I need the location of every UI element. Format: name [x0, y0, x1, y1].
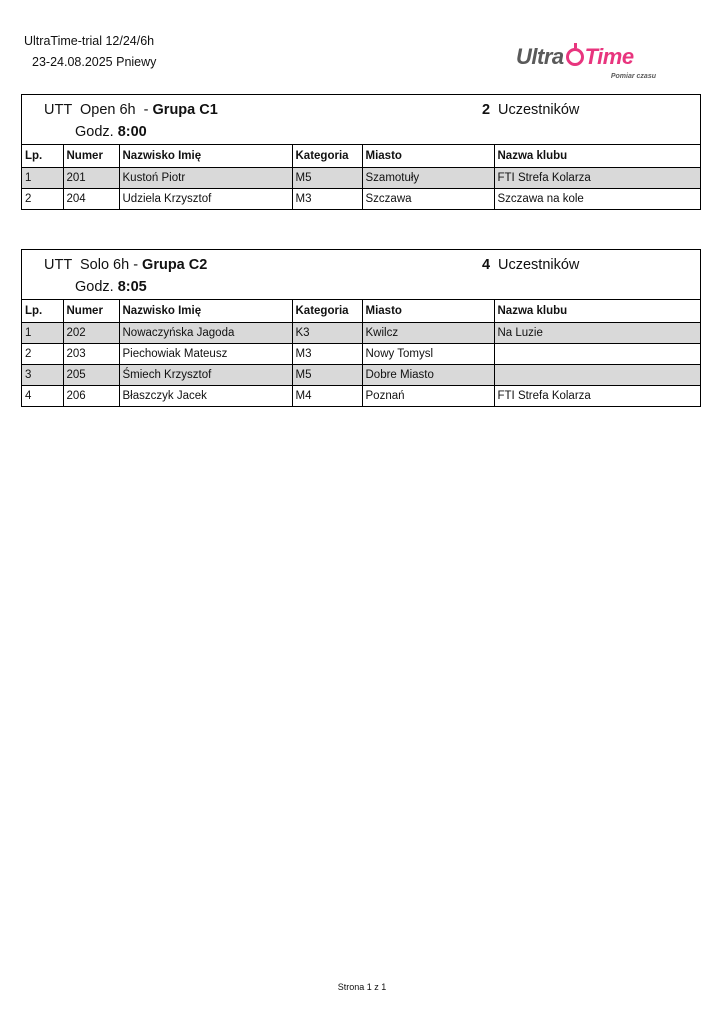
cell-category: M3: [292, 343, 362, 364]
table-row: [22, 385, 700, 406]
cell-name: Błaszczyk Jacek: [119, 385, 292, 406]
cell-lp: 4: [22, 385, 63, 406]
cell-lp: 2: [22, 343, 63, 364]
cell-name: Nowaczyńska Jagoda: [119, 322, 292, 343]
table-header-row: [22, 300, 700, 322]
table-row: [22, 167, 700, 188]
table-row: [22, 364, 700, 385]
logo-time-text: Time: [584, 44, 634, 69]
participants-table: [22, 300, 700, 406]
cell-club: [494, 364, 700, 385]
cell-number: 202: [63, 322, 119, 343]
cell-number: 201: [63, 167, 119, 188]
logo-tagline: Pomiar czasu: [610, 73, 656, 80]
cell-club: Szczawa na kole: [497, 192, 584, 205]
ultratime-logo: [516, 40, 666, 86]
participant-count: 4: [482, 257, 491, 273]
cell-category: M5: [292, 364, 362, 385]
cell-number: 205: [63, 364, 119, 385]
cell-number: 203: [63, 343, 119, 364]
cell-city: Nowy Tomysl: [362, 343, 494, 364]
group-header: [22, 250, 700, 300]
participant-count-label: Uczestników: [498, 257, 580, 273]
table-row: [22, 343, 700, 364]
page-number: Strona 1 z 1: [337, 982, 387, 992]
col-category: Kategoria: [292, 300, 362, 322]
event-title: UltraTime-trial 12/24/6h: [24, 34, 155, 48]
cell-club: Na Luzie: [494, 322, 700, 343]
participants-table: [22, 145, 700, 209]
group-start-time: Godz. 8:00: [75, 124, 147, 140]
group-table: [21, 94, 701, 210]
table-header-row: [22, 145, 700, 167]
cell-name: Śmiech Krzysztof: [119, 364, 292, 385]
cell-category: M4: [292, 385, 362, 406]
cell-category: M3: [292, 188, 362, 209]
cell-city: Kwilcz: [362, 322, 494, 343]
cell-city: Szamotuły: [362, 167, 494, 188]
col-lp: Lp.: [22, 300, 63, 322]
group-name: UTT Open 6h - Grupa C1: [44, 102, 218, 118]
col-city: Miasto: [362, 145, 494, 167]
group-header: [22, 95, 700, 145]
cell-name: Kustoń Piotr: [119, 167, 292, 188]
col-club: Nazwa klubu: [494, 300, 700, 322]
col-name: Nazwisko Imię: [119, 300, 292, 322]
col-name: Nazwisko Imię: [119, 145, 292, 167]
cell-lp: 1: [22, 322, 63, 343]
cell-club: [494, 343, 700, 364]
cell-lp: 3: [22, 364, 63, 385]
table-row: [22, 188, 700, 209]
col-number: Numer: [63, 300, 119, 322]
cell-number: 204: [63, 188, 119, 209]
logo-ultra-text: Ultra: [516, 44, 564, 69]
cell-lp: 2: [22, 188, 63, 209]
group-table: [21, 249, 701, 407]
col-category: Kategoria: [292, 145, 362, 167]
cell-club: FTI Strefa Kolarza: [494, 167, 700, 188]
cell-name: Udziela Krzysztof: [119, 188, 292, 209]
col-city: Miasto: [362, 300, 494, 322]
group-start-time: Godz. 8:05: [75, 279, 147, 295]
participant-count-label: Uczestników: [498, 102, 580, 118]
cell-lp: 1: [22, 167, 63, 188]
group-name: UTT Solo 6h - Grupa C2: [44, 257, 208, 273]
cell-city: Poznań: [362, 385, 494, 406]
cell-city: Dobre Miasto: [362, 364, 494, 385]
table-row: [22, 322, 700, 343]
cell-category: K3: [292, 322, 362, 343]
participant-count: 2: [482, 102, 491, 118]
cell-number: 206: [63, 385, 119, 406]
cell-city: Szczawa: [362, 188, 494, 209]
cell-name: Piechowiak Mateusz: [119, 343, 292, 364]
cell-category: M5: [292, 167, 362, 188]
event-date-place: 23-24.08.2025 Pniewy: [32, 55, 157, 69]
cell-club: FTI Strefa Kolarza: [497, 389, 591, 402]
col-lp: Lp.: [22, 145, 63, 167]
col-club: Nazwa klubu: [494, 145, 700, 167]
stopwatch-icon: [566, 48, 584, 66]
col-number: Numer: [63, 145, 119, 167]
